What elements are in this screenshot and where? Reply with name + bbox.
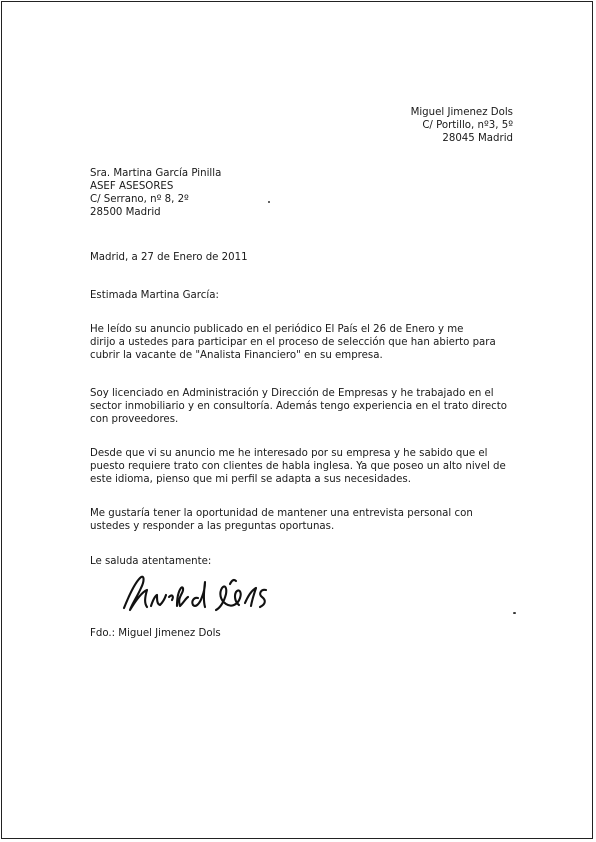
paragraph-line: puesto requiere trato con clientes de habla inglesa. Ya que poseo un alto nivel de — [90, 461, 506, 472]
paragraph-1 — [90, 323, 514, 362]
paragraph-2 — [90, 387, 514, 426]
paragraph-line: dirijo a ustedes para participar en el proceso de selección que han abierto para — [90, 337, 496, 348]
recipient-name: Sra. Martina García Pinilla — [90, 168, 222, 179]
greeting: Estimada Martina García: — [90, 290, 219, 301]
paragraph-line: Desde que vi su anuncio me he interesado por su empresa y he sabido que el — [90, 448, 488, 459]
scan-speck — [268, 201, 270, 203]
recipient-address — [90, 167, 221, 219]
paragraph-4 — [90, 507, 514, 533]
recipient-city: 28500 Madrid — [90, 207, 161, 218]
paragraph-line: Me gustaría tener la oportunidad de mantener una entrevista personal con — [90, 508, 473, 519]
paragraph-line: Soy licenciado en Administración y Dirección de Empresas y he trabajado en el — [90, 388, 494, 399]
sender-street: C/ Portillo, nº3, 5º — [422, 120, 513, 131]
letter-page — [1, 1, 593, 839]
closing-line: Le saluda atentamente: — [90, 556, 212, 567]
paragraph-3 — [90, 447, 514, 486]
recipient-street: C/ Serrano, nº 8, 2º — [90, 194, 189, 205]
paragraph-line: cubrir la vacante de "Analista Financiero" en su empresa. — [90, 350, 383, 361]
paragraph-line: este idioma, pienso que mi perfil se adapta a sus necesidades. — [90, 474, 411, 485]
handwritten-signature — [114, 570, 274, 620]
sender-address — [313, 106, 513, 145]
recipient-company: ASEF ASESORES — [90, 181, 174, 192]
signed-by: Fdo.: Miguel Jimenez Dols — [90, 628, 221, 639]
scan-speck — [513, 612, 516, 614]
paragraph-line: sector inmobiliario y en consultoría. Además tengo experiencia en el trato directo — [90, 401, 507, 412]
paragraph-line: con proveedores. — [90, 414, 179, 425]
sender-name: Miguel Jimenez Dols — [410, 107, 513, 118]
paragraph-line: He leído su anuncio publicado en el periódico El País el 26 de Enero y me — [90, 324, 464, 335]
date-line: Madrid, a 27 de Enero de 2011 — [90, 252, 248, 263]
sender-city: 28045 Madrid — [442, 133, 513, 144]
paragraph-line: ustedes y responder a las preguntas oportunas. — [90, 521, 335, 532]
